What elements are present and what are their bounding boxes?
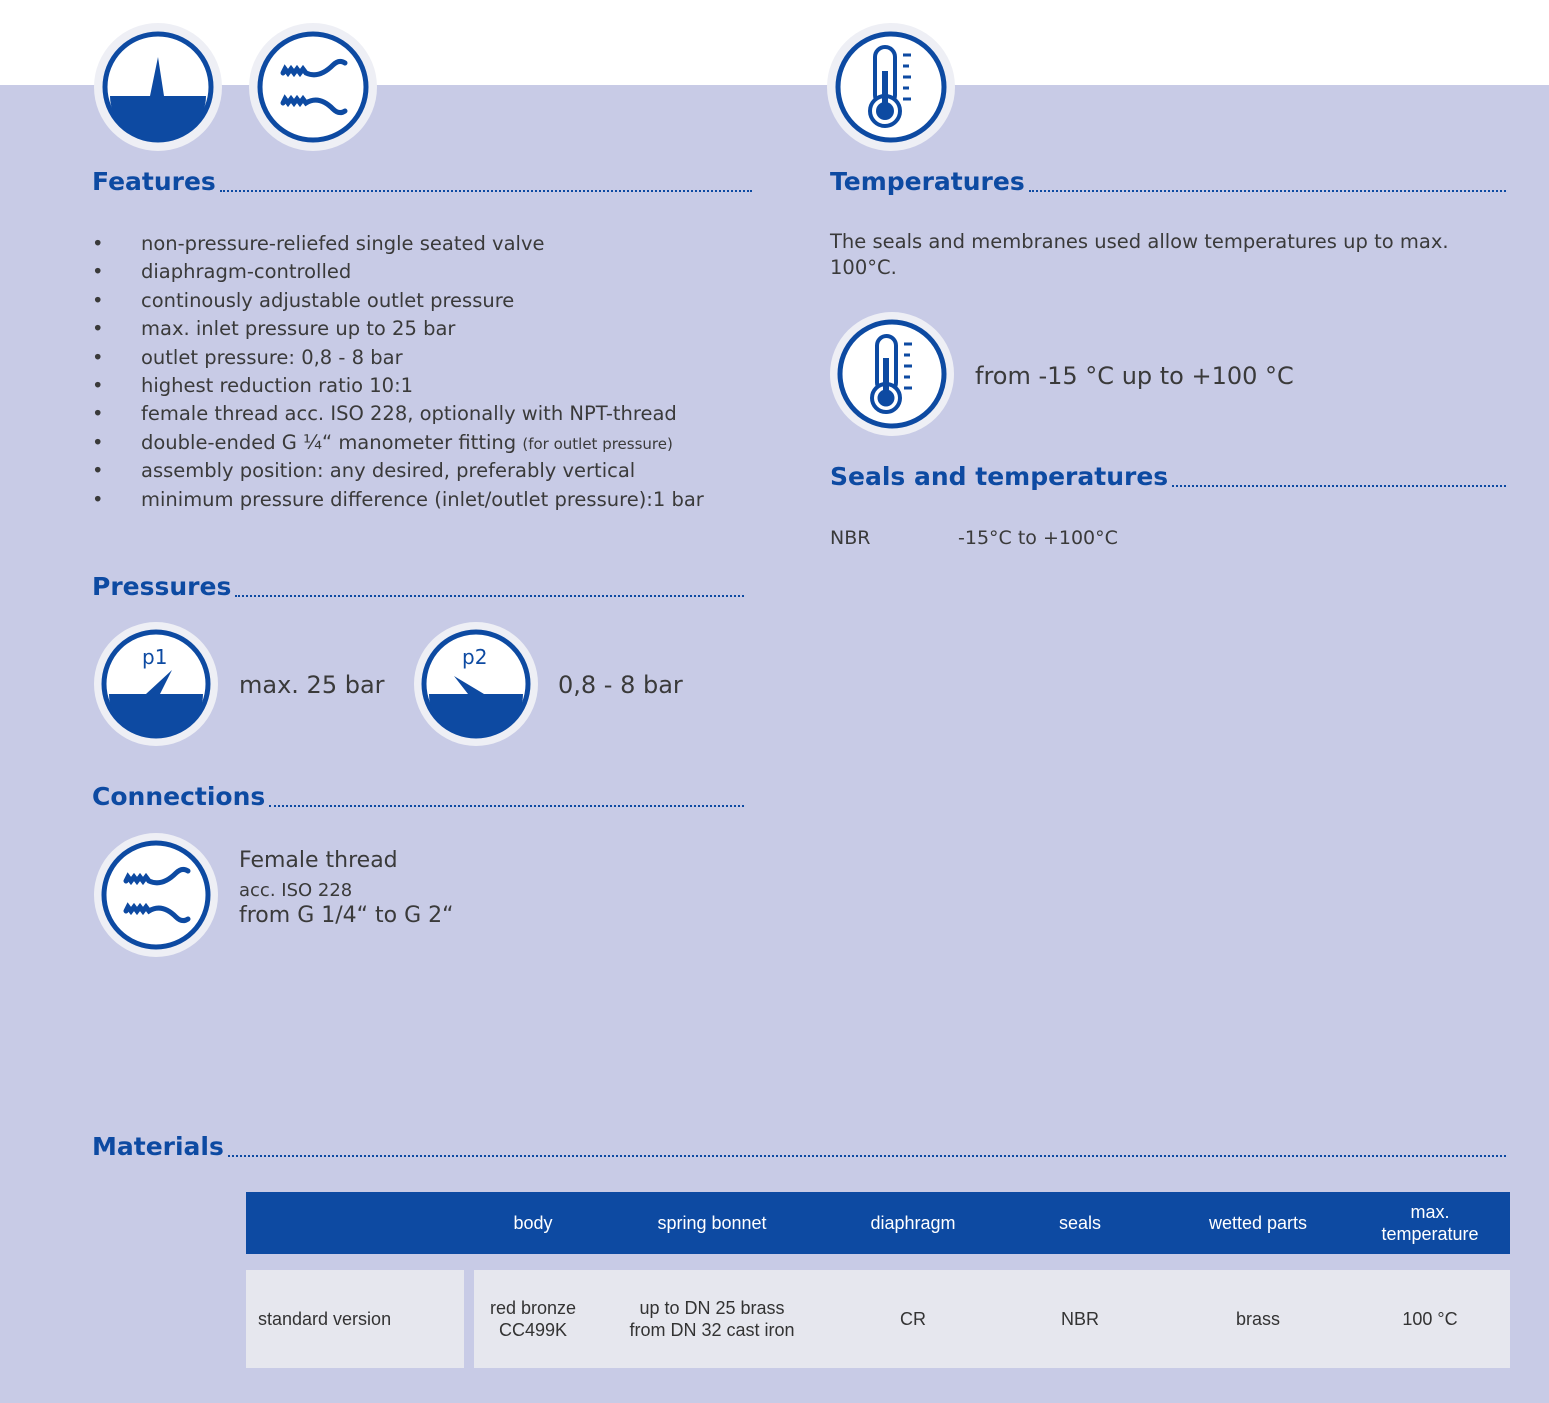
thread-connection-icon xyxy=(249,23,377,151)
seals-title: Seals and temperatures xyxy=(830,462,1169,491)
table-header: diaphragm xyxy=(832,1192,994,1254)
outlet-pressure-gauge-icon xyxy=(414,622,538,746)
heading-dots xyxy=(269,804,744,807)
features-heading xyxy=(92,167,752,197)
table-header xyxy=(246,1192,464,1254)
inlet-pressure-value: max. 25 bar xyxy=(239,671,385,699)
connections-heading xyxy=(92,782,744,812)
p1-label: p1 xyxy=(142,645,168,669)
heading-dots xyxy=(235,594,744,597)
materials-title: Materials xyxy=(92,1132,224,1161)
table-cell-spacer xyxy=(464,1270,474,1368)
table-cell-temp: 100 °C xyxy=(1350,1270,1510,1368)
list-item: • non-pressure-reliefed single seated valve xyxy=(92,230,704,258)
materials-heading xyxy=(92,1132,1506,1162)
pressures-title: Pressures xyxy=(92,572,232,601)
thermometer-icon xyxy=(830,312,954,436)
table-header-line1: max. xyxy=(1410,1202,1450,1222)
heading-dots xyxy=(220,189,752,192)
table-header-line2: temperature xyxy=(1381,1224,1479,1244)
table-cell-bonnet xyxy=(592,1270,832,1368)
temperatures-text-line2: 100°C. xyxy=(830,256,897,279)
connection-size-range: from G 1/4“ to G 2“ xyxy=(239,903,454,928)
connection-standard: acc. ISO 228 xyxy=(239,880,353,901)
list-item-text: double-ended G ¼“ manometer fitting xyxy=(141,430,517,454)
table-cell-seals: NBR xyxy=(994,1270,1166,1368)
list-item: • highest reduction ratio 10:1 xyxy=(92,372,704,400)
temperature-range: from -15 °C up to +100 °C xyxy=(975,362,1294,390)
list-item: • outlet pressure: 0,8 - 8 bar xyxy=(92,344,704,372)
features-title: Features xyxy=(92,167,216,196)
list-item: • diaphragm-controlled xyxy=(92,258,704,286)
table-cell-wetted: brass xyxy=(1166,1270,1350,1368)
body-line1: red bronze xyxy=(489,1298,577,1318)
thermometer-icon xyxy=(827,23,955,151)
table-cell-diaphragm: CR xyxy=(832,1270,994,1368)
list-item: • female thread acc. ISO 228, optionally with NPT-thread xyxy=(92,400,704,428)
list-item: • max. inlet pressure up to 25 bar xyxy=(92,315,704,343)
temperatures-heading xyxy=(830,167,1506,197)
list-item-note: (for outlet pressure) xyxy=(522,434,673,453)
table-header: spring bonnet xyxy=(592,1192,832,1254)
features-list xyxy=(92,230,704,514)
table-header xyxy=(1350,1192,1510,1254)
table-header: seals xyxy=(994,1192,1166,1254)
list-item: • assembly position: any desired, preferably vertical xyxy=(92,457,704,485)
body-line2: CC499K xyxy=(498,1320,568,1340)
connections-title: Connections xyxy=(92,782,266,811)
list-item xyxy=(92,429,704,457)
seal-material: NBR xyxy=(830,527,871,549)
temperatures-text-line1: The seals and membranes used allow temperatures up to max. xyxy=(830,230,1449,253)
inlet-pressure-gauge-icon xyxy=(94,622,218,746)
table-header-row xyxy=(246,1192,1510,1254)
outlet-pressure-value: 0,8 - 8 bar xyxy=(558,671,683,699)
seals-heading xyxy=(830,462,1506,492)
list-item: • minimum pressure difference (inlet/outlet pressure):1 bar xyxy=(92,486,704,514)
connection-type: Female thread xyxy=(239,848,398,873)
list-item: • continously adjustable outlet pressure xyxy=(92,287,704,315)
seal-temperature-range: -15°C to +100°C xyxy=(958,527,1118,549)
heading-dots xyxy=(1029,189,1506,192)
table-header: body xyxy=(474,1192,592,1254)
bonnet-line2: from DN 32 cast iron xyxy=(629,1320,795,1340)
table-cell-label: standard version xyxy=(246,1270,464,1368)
thread-connection-icon xyxy=(94,833,218,957)
heading-dots xyxy=(228,1154,1506,1157)
table-header-spacer xyxy=(464,1192,474,1254)
heading-dots xyxy=(1172,484,1506,487)
pressure-gauge-icon xyxy=(94,23,222,151)
p2-label: p2 xyxy=(462,645,488,669)
table-row xyxy=(246,1270,1510,1368)
temperatures-title: Temperatures xyxy=(830,167,1025,196)
table-gap xyxy=(246,1254,1510,1270)
table-header: wetted parts xyxy=(1166,1192,1350,1254)
pressures-heading xyxy=(92,572,744,602)
table-cell-body xyxy=(474,1270,592,1368)
bonnet-line1: up to DN 25 brass xyxy=(639,1298,785,1318)
materials-table xyxy=(246,1192,1510,1368)
